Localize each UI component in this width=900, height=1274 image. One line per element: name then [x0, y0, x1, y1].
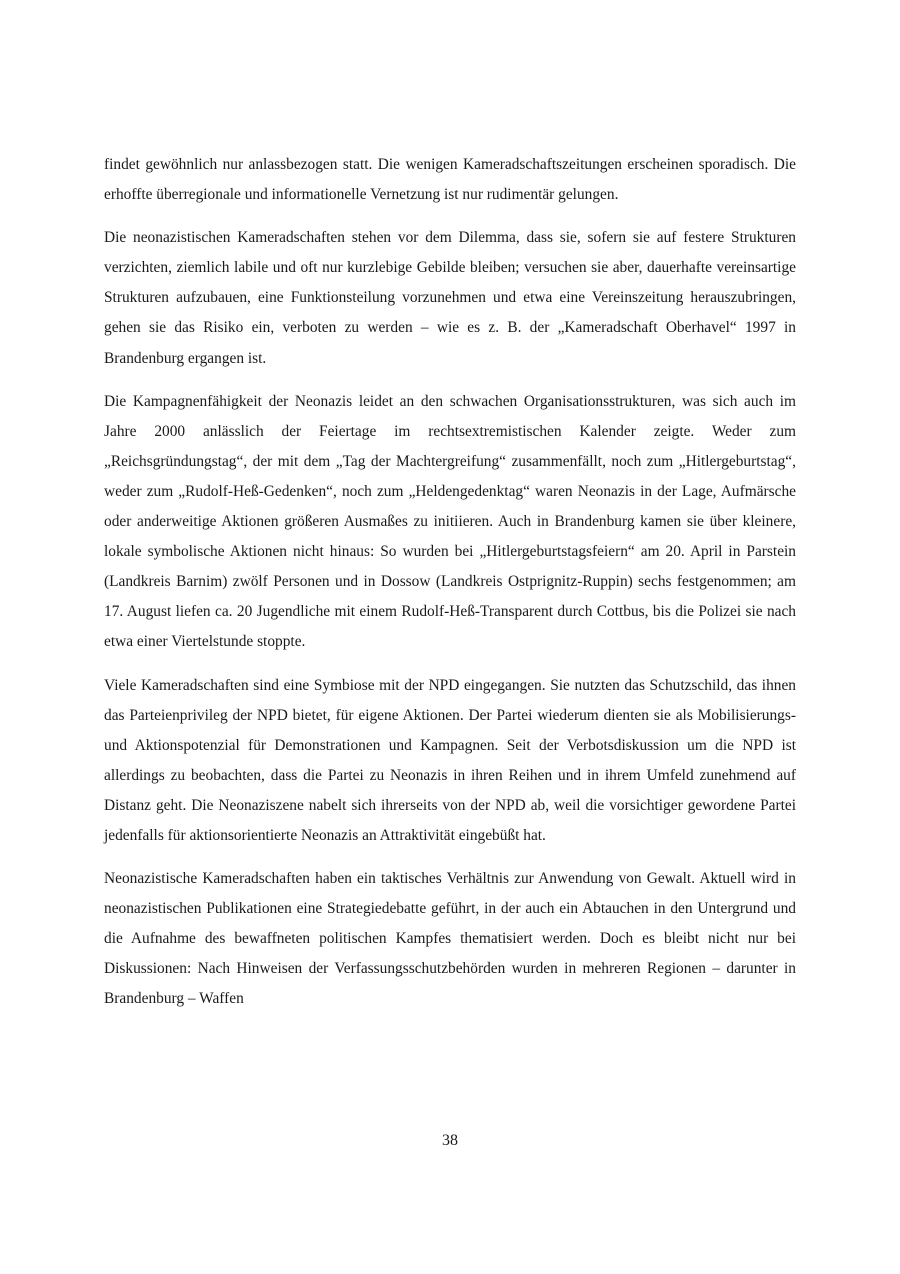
- paragraph-3: Die Kampagnenfähigkeit der Neonazis leidet an den schwachen Organisationsstrukturen, was sich auch im Jahre 2000 anlässlich der Feiertage im rechtsextremistischen Kalender zeigte. Weder zum „Reichsgründungstag“, der mit dem „Tag der Machtergreifung“ zusammenfällt, noch zum „Hitlergeburtstag“, weder zum „Rudolf-Heß-Gedenken“, noch zum „Heldengedenktag“ waren Neonazis in der Lage, Aufmärsche oder anderweitige Aktionen größeren Ausmaßes zu initiieren. Auch in Brandenburg kamen sie über kleinere, lokale symbolische Aktionen nicht hinaus: So wurden bei „Hitlergeburtstagsfeiern“ am 20. April in Parstein (Landkreis Barnim) zwölf Personen und in Dossow (Landkreis Ostprignitz-Ruppin) sechs festgenommen; am 17. August liefen ca. 20 Jugendliche mit einem Rudolf-Heß-Transparent durch Cottbus, bis die Polizei sie nach etwa einer Viertelstunde stoppte.: [104, 392, 796, 651]
- paragraph-1: findet gewöhnlich nur anlassbezogen statt. Die wenigen Kameradschaftszeitungen erscheinen sporadisch. Die erhoffte überregionale und informationelle Vernetzung ist nur rudimentär gelungen.: [104, 156, 796, 204]
- paragraph-4: Viele Kameradschaften sind eine Symbiose mit der NPD eingegangen. Sie nutzten das Schutzschild, das ihnen das Parteienprivileg der NPD bietet, für eigene Aktionen. Der Partei wiederum dienten sie als Mobilisierungs- und Aktionspotenzial für Demonstrationen und Kampagnen. Seit der Verbotsdiskussion um die NPD ist allerdings zu beobachten, dass die Partei zu Neonazis in ihren Reihen und in ihrem Umfeld zunehmend auf Distanz geht. Die Neonaziszene nabelt sich ihrerseits von der NPD ab, weil die vorsichtiger gewordene Partei jedenfalls für aktionsorientierte Neonazis an Attraktivität eingebüßt hat.: [104, 676, 796, 844]
- body-text: [104, 150, 796, 1028]
- paragraph-2: Die neonazistischen Kameradschaften stehen vor dem Dilemma, dass sie, sofern sie auf festere Strukturen verzichten, ziemlich labile und oft nur kurzlebige Gebilde bleiben; versuchen sie aber, dauerhafte vereinsartige Strukturen aufzubauen, eine Funktionsteilung vorzunehmen und etwa eine Vereinszeitung herauszubringen, gehen sie das Risiko ein, verboten zu werden – wie es z. B. der „Kameradschaft Oberhavel“ 1997 in Brandenburg ergangen ist.: [104, 229, 796, 367]
- page-number: 38: [442, 1132, 458, 1149]
- paragraph-5: Neonazistische Kameradschaften haben ein taktisches Verhältnis zur Anwendung von Gewalt. Aktuell wird in neonazistischen Publikationen eine Strategiedebatte geführt, in der auch ein Abtauchen in den Untergrund und die Aufnahme des bewaffneten politischen Kampfes thematisiert werden. Doch es bleibt nicht nur bei Diskussionen: Nach Hinweisen der Verfassungsschutzbehörden wurden in mehreren Regionen – darunter in Brandenburg – Waffen: [104, 870, 796, 1008]
